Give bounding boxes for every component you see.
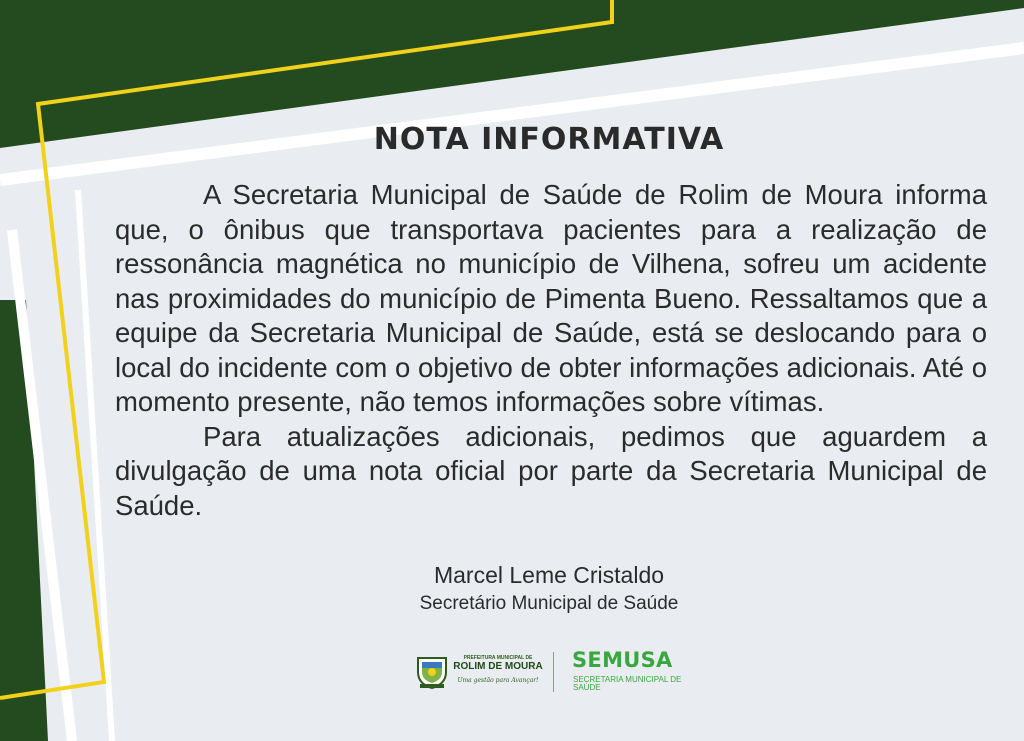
footer-logos — [412, 648, 702, 696]
prefeitura-name: ROLIM DE MOURA — [453, 661, 543, 672]
notice-paragraph-1: A Secretaria Municipal de Saúde de Rolim de Moura informa que, o ônibus que transportava pacientes para a realização de ressonância magnética no município de Vilhena, sofreu um acidente nas proximidades do município de Pimenta Bueno. Ressaltamos que a equipe da Secretaria Municipal de Saúde, está se deslocando para o local do incidente com o objetivo de obter informações adicionais. Até o momento presente, não temos informações sobre vítimas. — [115, 179, 987, 417]
prefeitura-motto: Uma gestão para Avançar! — [457, 677, 539, 684]
semusa-name: SEMUSA — [572, 648, 673, 672]
notice-body — [115, 178, 987, 523]
notice-paragraph-2: Para atualizações adicionais, pedimos que aguardem a divulgação de uma nota oficial por parte da Secretaria Municipal de Saúde. — [115, 420, 987, 521]
signature-role: Secretário Municipal de Saúde — [419, 593, 679, 614]
municipal-crest-icon — [414, 654, 450, 690]
logo-divider — [553, 652, 554, 692]
prefeitura-small-label: PREFEITURA MUNICIPAL DE — [463, 655, 533, 661]
notice-title: NOTA INFORMATIVA — [373, 122, 725, 157]
signature-name: Marcel Leme Cristaldo — [433, 562, 665, 588]
prefeitura-logo — [412, 648, 542, 696]
semusa-subtitle: SECRETARIA MUNICIPAL DE SAÚDE — [573, 675, 682, 692]
